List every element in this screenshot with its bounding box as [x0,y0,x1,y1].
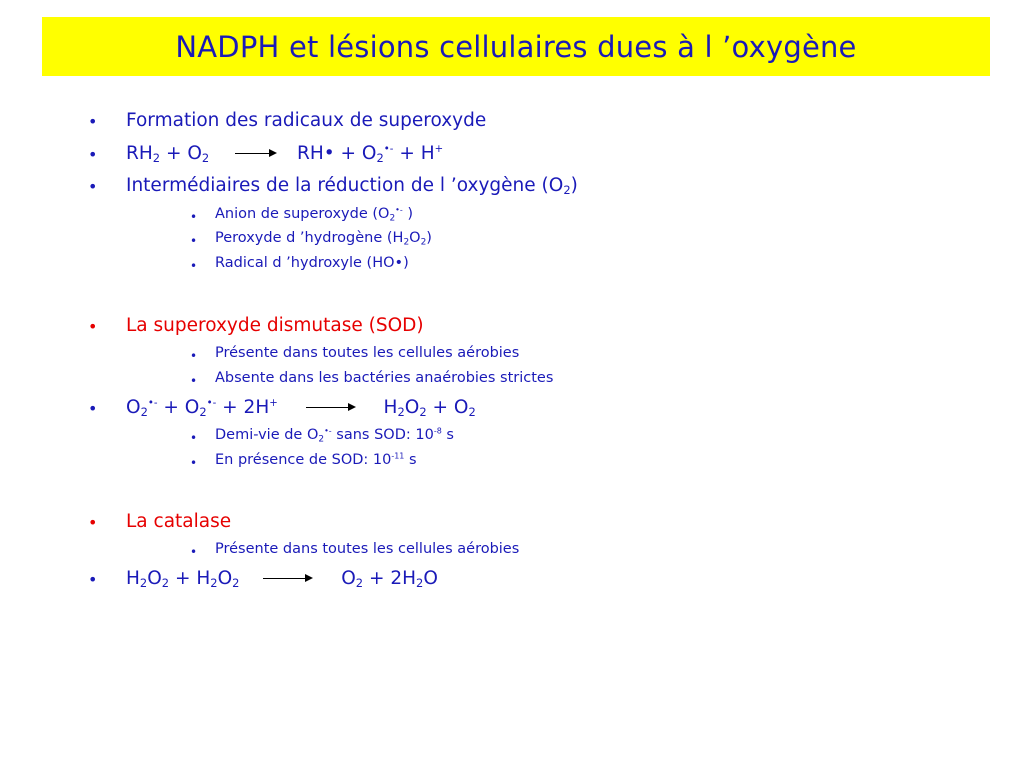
sub-list-item: Absente dans les bactéries anaérobies strictes [215,370,554,386]
slide-title: NADPH et lésions cellulaires dues à l ’oxygène [175,29,857,64]
sub-list-item: Peroxyde d ’hydrogène $(H_2O_2)$ [215,230,432,248]
sub-bullet-icon: • [190,545,198,559]
bullet-icon: • [88,112,98,131]
bullet-icon: • [88,177,98,196]
equation-catalase: $H_2O_2 + H_2O_2$ $O_2 + 2H_2O$ [126,568,438,591]
sub-bullet-icon: • [190,374,198,388]
sub-list-item: Demi-vie de $O_2^{•-}$ sans SOD: $10^{-8}$ s [215,426,454,445]
sub-bullet-icon: • [190,349,198,363]
bullet-icon: • [88,145,98,164]
equation-superoxide-formation: $RH_2 + O_2$ RH• + $O_2^{•-} + H^+$ [126,143,444,166]
list-item: Formation des radicaux de superoxyde [126,110,487,131]
bullet-icon: • [88,317,98,336]
sub-bullet-icon: • [190,210,198,224]
sub-list-item: En présence de SOD: $10^{-11}$ s [215,451,417,468]
sub-bullet-icon: • [190,456,198,470]
bullet-icon: • [88,570,98,589]
sub-list-item: Présente dans toutes les cellules aérobies [215,345,520,361]
bullet-icon: • [88,399,98,418]
bullet-icon: • [88,513,98,532]
sub-bullet-icon: • [190,234,198,248]
equation-sod-dismutation: $O_2^{•-} + O_2^{•-} + 2H^+$ $H_2O_2 + O_2$ [126,397,476,420]
sub-list-item: Anion de superoxyde ($O_2^{•-}$ ) [215,205,414,224]
sub-bullet-icon: • [190,431,198,445]
sub-list-item: Radical d ’hydroxyle (HO•) [215,255,409,271]
reaction-arrow-icon [306,403,356,413]
sub-list-item: Présente dans toutes les cellules aérobies [215,541,520,557]
reaction-arrow-icon [235,149,277,159]
section-heading-sod: La superoxyde dismutase (SOD) [126,315,424,336]
reaction-arrow-icon [263,574,313,584]
list-item: Intermédiaires de la réduction de l ’oxygène $(O_2)$ [126,175,578,198]
section-heading-catalase: La catalase [126,511,232,532]
sub-bullet-icon: • [190,259,198,273]
